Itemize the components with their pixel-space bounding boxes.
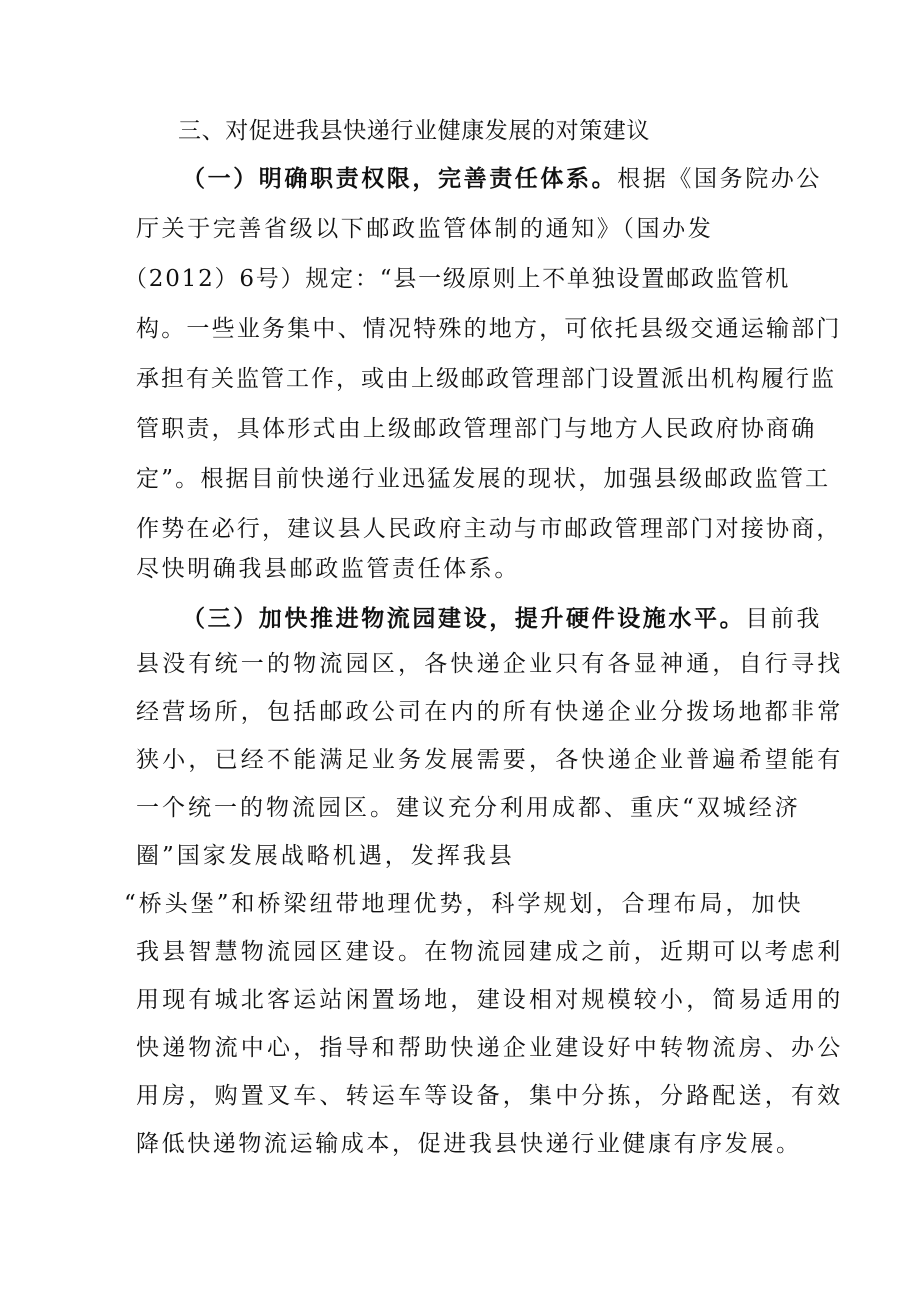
para2-line: 县没有统一的物流园区，各快递企业只有各显神通，自行寻找 [136, 651, 844, 677]
para2-line: 圈”国家发展战略机遇，发挥我县 [136, 843, 515, 869]
para1-line: （2012）6号）规定：“县一级原则上不单独设置邮政监管机 [124, 266, 791, 292]
para2-line: 降低快递物流运输成本，促进我县快递行业健康有序发展。 [136, 1131, 802, 1157]
para2-line: 经营场所，包括邮政公司在内的所有快递企业分拨场地都非常 [136, 699, 844, 725]
section-heading: 三、对促进我县快递行业健康发展的对策建议 [178, 118, 650, 144]
para2-first-line [182, 604, 822, 634]
para1-line: 管职责，具体形式由上级邮政管理部门与地方人民政府协商确 [136, 416, 817, 442]
para2-line: 我县智慧物流园区建设。在物流园建成之前，近期可以考虑利 [136, 939, 844, 965]
para1-first-line-text: 根据《国务院办公 [617, 166, 823, 192]
para1-line: 定”。根据目前快递行业迅猛发展的现状，加强县级邮政监管工 [136, 466, 831, 492]
para1-line: 厅关于完善省级以下邮政监管体制的通知》（国办发 [136, 216, 714, 242]
para2-line: 快递物流中心，指导和帮助快递企业建设好中转物流房、办公 [136, 1035, 844, 1061]
para1-first-line [182, 164, 822, 194]
para2-lead-title: （三）加快推进物流园建设，提升硬件设施水平。 [182, 605, 746, 632]
para2-line: 用现有城北客运站闲置场地，建设相对规模较小，简易适用的 [136, 987, 844, 1013]
para1-line: 尽快明确我县邮政监管责任体系。 [136, 556, 520, 582]
para1-line: 承担有关监管工作，或由上级邮政管理部门设置派出机构履行监 [136, 366, 836, 392]
para2-line: “桥头堡”和桥梁纽带地理优势，科学规划，合理布局，加快 [124, 891, 804, 917]
para1-line: 作势在必行，建议县人民政府主动与市邮政管理部门对接协商， [136, 516, 842, 542]
para2-line: 一个统一的物流园区。建议充分利用成都、重庆“双城经济 [136, 795, 801, 821]
para1-lead-title: （一）明确职责权限，完善责任体系。 [182, 165, 618, 192]
para2-line: 狭小，已经不能满足业务发展需要，各快递企业普遍希望能有 [136, 747, 844, 773]
para2-line: 用房，购置叉车、转运车等设备，集中分拣，分路配送，有效 [136, 1083, 844, 1109]
para1-line: 构。一些业务集中、情况特殊的地方，可依托县级交通运输部门 [136, 316, 842, 342]
para2-first-line-text: 目前我 [745, 606, 823, 632]
